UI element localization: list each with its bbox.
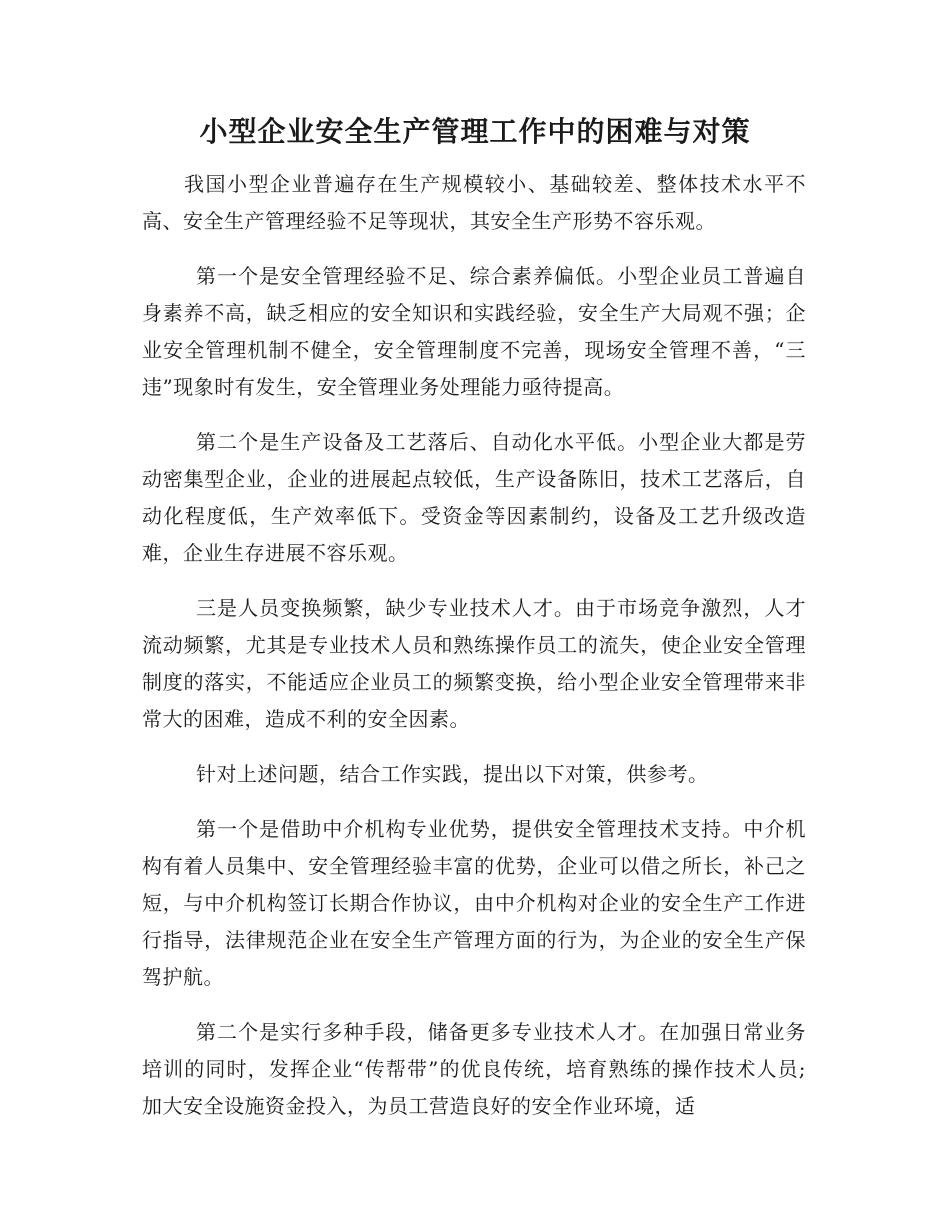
- paragraph-countermeasure-2: 第二个是实行多种手段，储备更多专业技术人才。在加强日常业务培训的同时，发挥企业“传帮带”的优良传统，培育熟练的操作技术人员;加大安全设施资金投入，为员工营造良好的安全作业环境，适: [142, 1020, 806, 1118]
- paragraph-problem-3: 三是人员变换频繁，缺少专业技术人才。由于市场竞争激烈，人才流动频繁，尤其是专业技术人员和熟练操作员工的流失，使企业安全管理制度的落实，不能适应企业员工的频繁变换，给小型企业安全管理带来非常大的困难，造成不利的安全因素。: [142, 596, 806, 731]
- document-title: 小型企业安全生产管理工作中的困难与对策: [199, 115, 751, 148]
- paragraph-intro: 我国小型企业普遍存在生产规模较小、基础较差、整体技术水平不高、安全生产管理经验不足等现状，其安全生产形势不容乐观。: [142, 172, 806, 233]
- document-body: [142, 166, 806, 1143]
- paragraph-problem-2: 第二个是生产设备及工艺落后、自动化水平低。小型企业大都是劳动密集型企业，企业的进展起点较低，生产设备陈旧，技术工艺落后，自动化程度低，生产效率低下。受资金等因素制约，设备及工艺升级改造难，企业生存进展不容乐观。: [142, 430, 806, 565]
- paragraph-countermeasure-1: 第一个是借助中介机构专业优势，提供安全管理技术支持。中介机构有着人员集中、安全管理经验丰富的优势，企业可以借之所长，补己之短，与中介机构签订长期合作协议，由中介机构对企业的安全生产工作进行指导，法律规范企业在安全生产管理方面的行为，为企业的安全生产保驾护航。: [142, 817, 806, 989]
- paragraph-problem-1: 第一个是安全管理经验不足、综合素养偏低。小型企业员工普遍自身素养不高，缺乏相应的安全知识和实践经验，安全生产大局观不强；企业安全管理机制不健全，安全管理制度不完善，现场安全管理不善，“三违”现象时有发生，安全管理业务处理能力亟待提高。: [142, 264, 806, 399]
- paragraph-countermeasures-intro: 针对上述问题，结合工作实践，提出以下对策，供参考。: [196, 762, 709, 786]
